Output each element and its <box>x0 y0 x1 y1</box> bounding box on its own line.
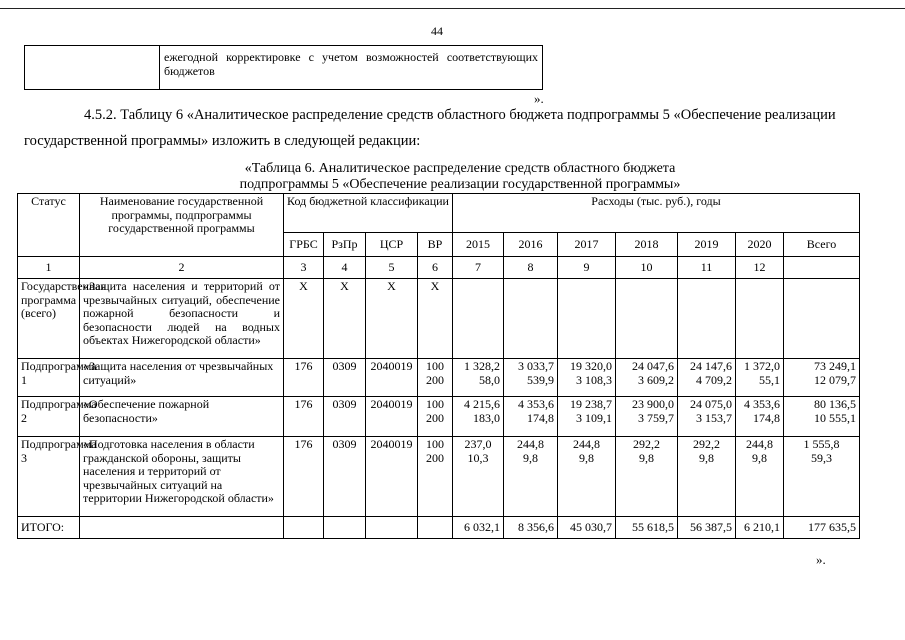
row-name: «Защита населения и территорий от чрезвычайных ситуаций, обеспечение пожарной безопасности и безопасности людей на водных объектах Нижегородской области» <box>80 279 284 359</box>
row-y2019 <box>678 279 736 359</box>
value-line: 59,3 <box>811 450 832 465</box>
row-csr: 2040019 <box>366 437 418 517</box>
row-vr: Х <box>418 279 453 359</box>
row-rzpr: Х <box>324 279 366 359</box>
row-y2016 <box>504 359 558 397</box>
value-line: 9,8 <box>579 450 594 465</box>
col-number: 9 <box>558 257 616 279</box>
value-line: 4 215,6 <box>464 397 500 411</box>
row-total <box>784 279 860 359</box>
value-line: 1 328,2 <box>464 359 500 373</box>
row-y2020 <box>736 279 784 359</box>
header-year-2018: 2018 <box>616 233 678 257</box>
value-line: 24 075,0 <box>690 397 732 411</box>
value-line: 3 759,7 <box>638 410 674 425</box>
row-name: «Подготовка населения в области гражданской обороны, защиты населения и территорий от чрезвычайных ситуаций на территории Нижегородской области» <box>80 437 284 517</box>
value-line: 174,8 <box>527 410 554 425</box>
row-name: «Обеспечение пожарной безопасности» <box>80 397 284 437</box>
row-y2015 <box>453 359 504 397</box>
vr-line: 200 <box>426 450 444 465</box>
row-grbs: 176 <box>284 437 324 517</box>
value-line: 9,8 <box>639 450 654 465</box>
row-y2018 <box>616 359 678 397</box>
prev-table-text: ежегодной корректировке с учетом возможностей соответствующих бюджетов <box>160 46 543 90</box>
table-row <box>18 437 860 517</box>
value-line: 9,8 <box>752 450 767 465</box>
instruction-line-1: 4.5.2. Таблицу 6 «Аналитическое распределение средств областного бюджета подпрограммы 5 «Обеспечение реализации <box>84 107 836 123</box>
row-y2017 <box>558 279 616 359</box>
total-empty <box>324 517 366 539</box>
total-y2017: 45 030,7 <box>558 517 616 539</box>
total-row <box>18 517 860 539</box>
row-rzpr: 0309 <box>324 437 366 517</box>
value-line: 244,8 <box>573 437 600 451</box>
col-number: 2 <box>80 257 284 279</box>
table-row <box>18 279 860 359</box>
row-grbs: 176 <box>284 359 324 397</box>
value-line: 24 147,6 <box>690 359 732 373</box>
value-line: 539,9 <box>527 372 554 387</box>
value-line: 292,2 <box>693 437 720 451</box>
total-y2019: 56 387,5 <box>678 517 736 539</box>
row-vr <box>418 359 453 397</box>
value-line: 4 353,6 <box>744 397 780 411</box>
row-y2018 <box>616 397 678 437</box>
total-empty <box>284 517 324 539</box>
value-line: 3 609,2 <box>638 372 674 387</box>
header-grbs: ГРБС <box>284 233 324 257</box>
value-line: 10,3 <box>467 450 489 465</box>
header-year-2017: 2017 <box>558 233 616 257</box>
row-rzpr: 0309 <box>324 397 366 437</box>
row-y2016 <box>504 397 558 437</box>
total-sum: 177 635,5 <box>784 517 860 539</box>
row-y2019 <box>678 359 736 397</box>
row-y2018 <box>616 437 678 517</box>
row-y2016 <box>504 279 558 359</box>
row-y2017 <box>558 359 616 397</box>
row-csr: 2040019 <box>366 359 418 397</box>
value-line: 4 353,6 <box>518 397 554 411</box>
row-y2020 <box>736 397 784 437</box>
vr-line: 200 <box>426 410 444 425</box>
value-line: 12 079,7 <box>814 372 857 387</box>
col-number: 11 <box>678 257 736 279</box>
total-label: ИТОГО: <box>18 517 80 539</box>
table-row <box>18 397 860 437</box>
value-line: 80 136,5 <box>814 397 857 411</box>
value-line: 73 249,1 <box>814 359 857 373</box>
row-total <box>784 437 860 517</box>
row-y2020 <box>736 359 784 397</box>
row-grbs: Х <box>284 279 324 359</box>
value-line: 3 033,7 <box>518 359 554 373</box>
row-y2019 <box>678 437 736 517</box>
value-line: 3 109,1 <box>576 410 612 425</box>
row-y2015 <box>453 397 504 437</box>
table-row <box>18 359 860 397</box>
value-line: 4 709,2 <box>696 372 732 387</box>
header-budget-code: Код бюджетной классификации <box>284 194 453 233</box>
row-csr: 2040019 <box>366 397 418 437</box>
page-number: 44 <box>431 24 443 38</box>
budget-table <box>17 193 860 539</box>
total-empty <box>418 517 453 539</box>
value-line: 9,8 <box>699 450 714 465</box>
value-line: 23 900,0 <box>632 397 674 411</box>
vr-line: 200 <box>426 372 444 387</box>
value-line: 1 372,0 <box>744 359 780 373</box>
value-line: 19 238,7 <box>570 397 612 411</box>
header-vr: ВР <box>418 233 453 257</box>
row-y2015 <box>453 279 504 359</box>
col-number: 4 <box>324 257 366 279</box>
total-empty <box>80 517 284 539</box>
row-csr: Х <box>366 279 418 359</box>
header-csr: ЦСР <box>366 233 418 257</box>
row-total <box>784 359 860 397</box>
col-number: 1 <box>18 257 80 279</box>
col-number: 8 <box>504 257 558 279</box>
row-rzpr: 0309 <box>324 359 366 397</box>
value-line: 292,2 <box>633 437 660 451</box>
instruction-line-2: государственной программы» изложить в следующей редакции: <box>24 133 421 149</box>
row-y2020 <box>736 437 784 517</box>
row-y2017 <box>558 437 616 517</box>
value-line: 3 108,3 <box>576 372 612 387</box>
prev-table-empty-cell <box>25 46 160 90</box>
row-status: Государственная программа (всего) <box>18 279 80 359</box>
col-number <box>784 257 860 279</box>
vr-line: 100 <box>426 359 444 373</box>
header-expenses: Расходы (тыс. руб.), годы <box>453 194 860 233</box>
header-year-2019: 2019 <box>678 233 736 257</box>
header-name: Наименование государственной программы, подпрограммы государственной программы <box>80 194 284 257</box>
closing-quote-2: ». <box>816 552 826 567</box>
value-line: 183,0 <box>473 410 500 425</box>
row-status: Подпрограмма 2 <box>18 397 80 437</box>
value-line: 237,0 <box>464 437 492 451</box>
total-y2018: 55 618,5 <box>616 517 678 539</box>
row-status: Подпрограмма 1 <box>18 359 80 397</box>
row-y2015 <box>453 437 504 517</box>
row-vr <box>418 437 453 517</box>
header-rzpr: РзПр <box>324 233 366 257</box>
row-vr <box>418 397 453 437</box>
col-number: 12 <box>736 257 784 279</box>
value-line: 19 320,0 <box>570 359 612 373</box>
closing-quote-1: ». <box>534 91 544 106</box>
header-status: Статус <box>18 194 80 257</box>
value-line: 244,8 <box>746 437 773 451</box>
header-year-2015: 2015 <box>453 233 504 257</box>
value-line: 3 153,7 <box>696 410 732 425</box>
total-y2020: 6 210,1 <box>736 517 784 539</box>
col-number: 7 <box>453 257 504 279</box>
col-number: 3 <box>284 257 324 279</box>
value-line: 1 555,8 <box>803 437 840 451</box>
col-number: 10 <box>616 257 678 279</box>
value-line: 174,8 <box>753 410 780 425</box>
previous-table-fragment <box>24 45 543 90</box>
value-line: 9,8 <box>523 450 538 465</box>
value-line: 58,0 <box>479 372 500 387</box>
header-rule <box>0 8 905 9</box>
total-y2016: 8 356,6 <box>504 517 558 539</box>
value-line: 24 047,6 <box>632 359 674 373</box>
row-total <box>784 397 860 437</box>
col-number: 5 <box>366 257 418 279</box>
col-number: 6 <box>418 257 453 279</box>
header-total: Всего <box>784 233 860 257</box>
value-line: 55,1 <box>759 372 780 387</box>
table-caption-line-1: «Таблица 6. Аналитическое распределение средств областного бюджета <box>244 161 676 176</box>
total-y2015: 6 032,1 <box>453 517 504 539</box>
table-caption-line-2: подпрограммы 5 «Обеспечение реализации государственной программы» <box>239 177 681 192</box>
row-status: Подпрограмма 3 <box>18 437 80 517</box>
vr-line: 100 <box>426 437 444 451</box>
row-y2016 <box>504 437 558 517</box>
header-year-2016: 2016 <box>504 233 558 257</box>
row-name: «Защита населения от чрезвычайных ситуаций» <box>80 359 284 397</box>
value-line: 244,8 <box>517 437 544 451</box>
row-y2017 <box>558 397 616 437</box>
row-y2018 <box>616 279 678 359</box>
header-year-2020: 2020 <box>736 233 784 257</box>
row-y2019 <box>678 397 736 437</box>
value-line: 10 555,1 <box>814 410 857 425</box>
total-empty <box>366 517 418 539</box>
row-grbs: 176 <box>284 397 324 437</box>
vr-line: 100 <box>426 397 444 411</box>
